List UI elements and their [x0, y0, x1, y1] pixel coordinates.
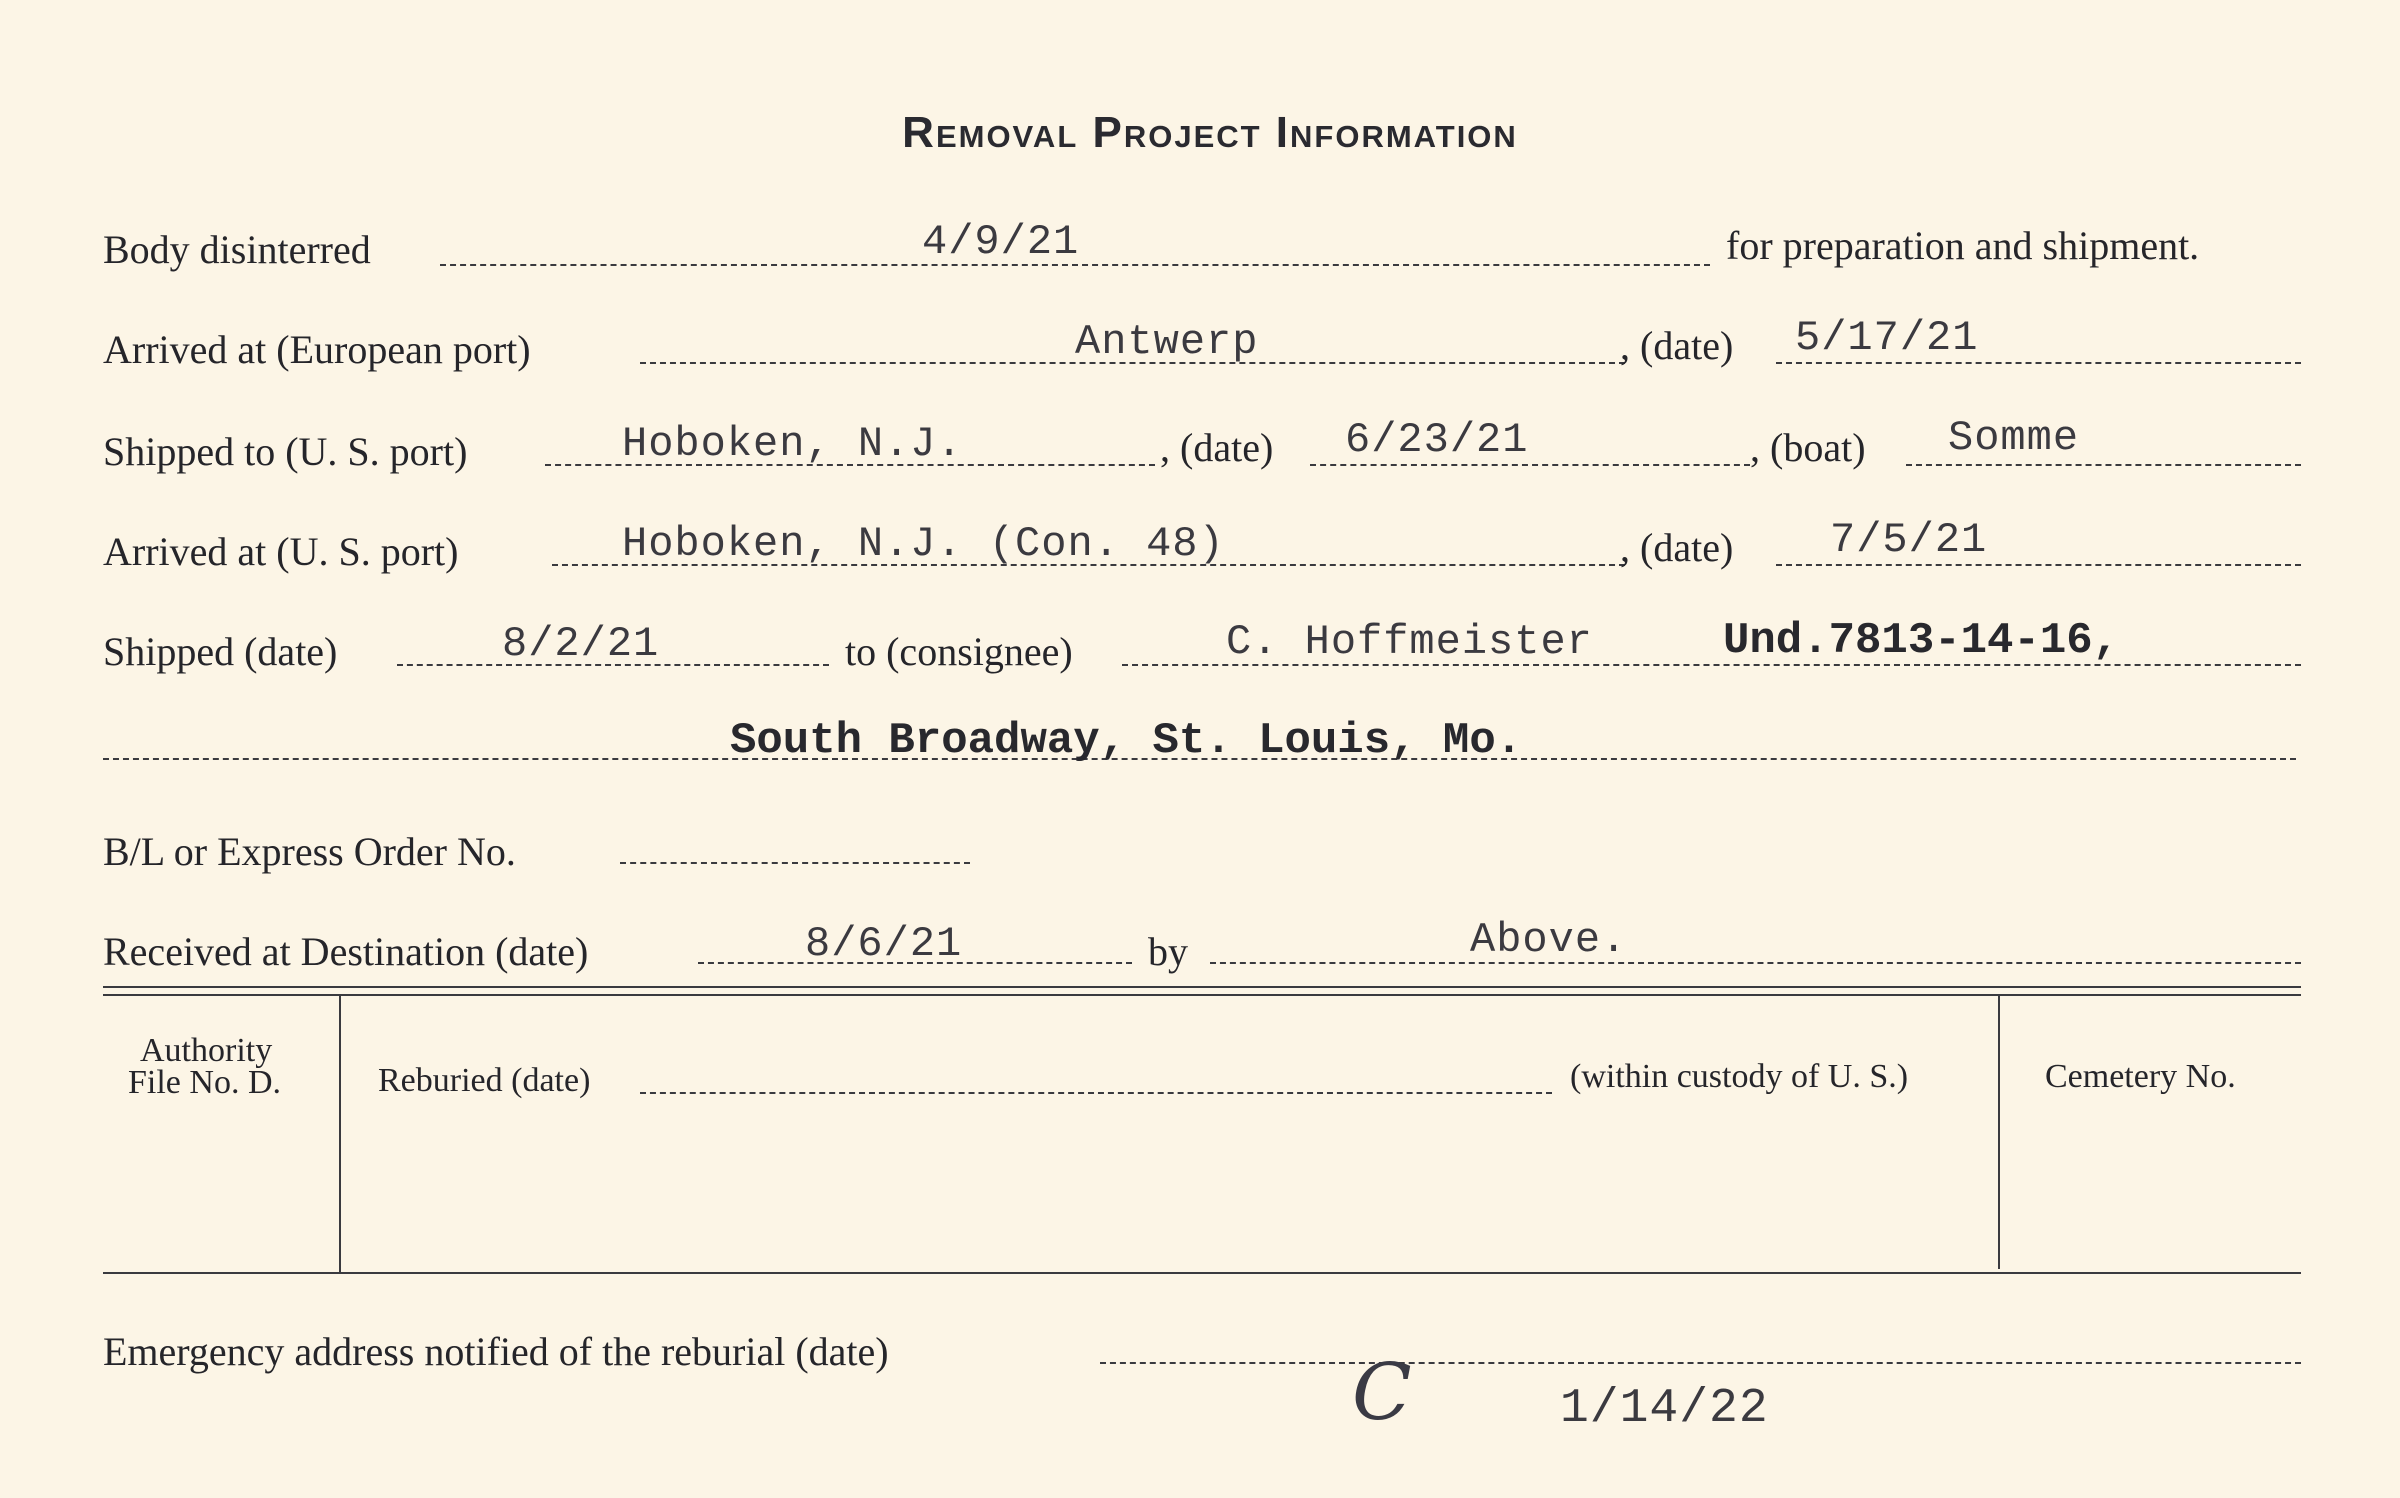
emergency-line: [1100, 1362, 2301, 1364]
arrived-us-date-label: , (date): [1620, 525, 1734, 570]
shipped-us-value: Hoboken, N.J.: [622, 420, 963, 468]
table-bottom-rule: [103, 1272, 2301, 1274]
received-by: Above.: [1470, 916, 1628, 964]
shipped-us-label: Shipped to (U. S. port): [103, 429, 468, 474]
shipped-us-boat: Somme: [1948, 414, 2080, 462]
handwritten-initial: C: [1352, 1348, 1412, 1438]
reburied-line: [640, 1092, 1552, 1094]
shipped-date: 8/2/21: [502, 620, 660, 668]
arrived-european-label: Arrived at (European port): [103, 327, 531, 372]
arrived-us-label: Arrived at (U. S. port): [103, 529, 459, 574]
shipped-us-boat-line: [1906, 464, 2301, 466]
arrived-european-date: 5/17/21: [1795, 314, 1979, 362]
arrived-us-value: Hoboken, N.J. (Con. 48): [622, 520, 1225, 568]
disinterred-value: 4/9/21: [922, 218, 1080, 266]
arrived-european-date-label: , (date): [1620, 323, 1734, 368]
shipped-us-date: 6/23/21: [1345, 416, 1529, 464]
table-top-rule-2: [103, 994, 2301, 996]
consignee-address: South Broadway, St. Louis, Mo.: [730, 716, 1523, 766]
arrived-european-date-line: [1776, 362, 2301, 364]
authority-label-1: Authority: [140, 1032, 273, 1069]
consignee-label: to (consignee): [845, 629, 1073, 674]
consignee-value: C. Hoffmeister: [1226, 618, 1593, 666]
shipped-us-date-label: , (date): [1160, 425, 1274, 470]
received-date: 8/6/21: [805, 920, 963, 968]
shipped-date-label: Shipped (date): [103, 629, 338, 674]
disinterred-suffix: for preparation and shipment.: [1726, 223, 2200, 268]
reburied-label: Reburied (date): [378, 1062, 591, 1099]
table-top-rule-1: [103, 986, 2301, 988]
table-divider-left: [339, 996, 341, 1273]
received-label: Received at Destination (date): [103, 929, 589, 974]
emergency-label: Emergency address notified of the reburial (date): [103, 1329, 889, 1374]
shipped-us-boat-label: , (boat): [1750, 425, 1866, 470]
bl-label: B/L or Express Order No.: [103, 829, 516, 874]
arrived-us-date-line: [1776, 564, 2301, 566]
authority-label-2: File No. D.: [128, 1064, 281, 1101]
arrived-european-value: Antwerp: [1075, 318, 1259, 366]
received-by-line: [1210, 962, 2301, 964]
arrived-us-date: 7/5/21: [1830, 516, 1988, 564]
shipped-us-date-line: [1310, 464, 1750, 466]
custody-label: (within custody of U. S.): [1570, 1058, 1909, 1095]
page-title: Removal Project Information: [902, 108, 1518, 157]
bl-line: [620, 862, 970, 864]
disinterred-label: Body disinterred: [103, 227, 371, 272]
received-by-label: by: [1148, 929, 1188, 974]
table-divider-right: [1998, 996, 2000, 1269]
consignee-extra: Und.7813-14-16,: [1723, 616, 2120, 666]
emergency-date: 1/14/22: [1560, 1382, 1769, 1436]
cemetery-label: Cemetery No.: [2045, 1058, 2236, 1095]
